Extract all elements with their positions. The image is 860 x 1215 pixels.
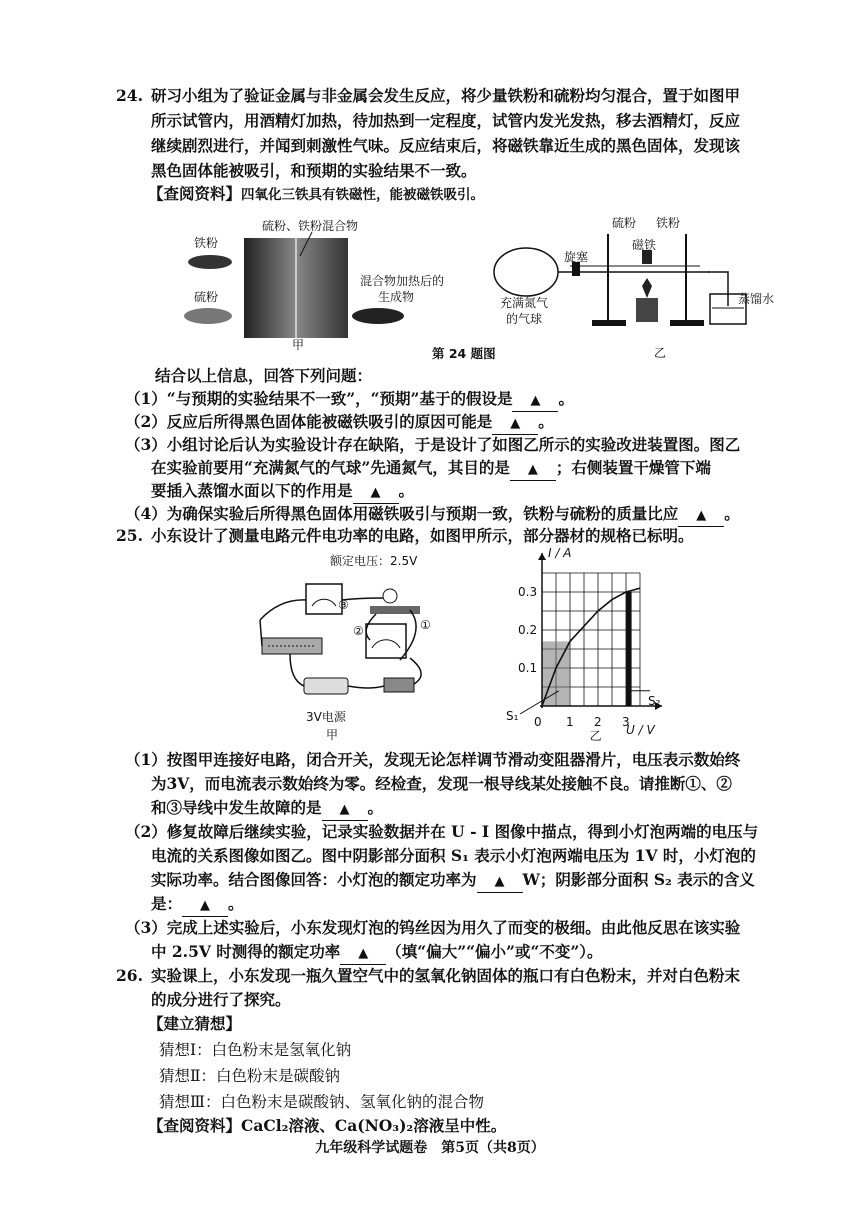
label-balloon-line2: 的气球 — [506, 312, 543, 326]
q24-part3-end: 。 — [398, 481, 415, 500]
answer-blank[interactable] — [322, 798, 368, 821]
label-sulfur-powder: 硫粉 — [194, 290, 219, 304]
q26-hypothesis-label: 【建立猜想】 — [148, 1014, 242, 1033]
answer-blank[interactable] — [512, 389, 558, 412]
answer-blank[interactable] — [340, 942, 386, 965]
battery-icon — [304, 678, 348, 694]
answer-blank[interactable] — [678, 504, 724, 527]
q24-part3-text: 在实验前要用“充满氮气的气球”先通氮气，其目的是 — [151, 458, 510, 477]
blank-mark: ▲ — [510, 416, 521, 431]
alcohol-lamp-icon — [636, 298, 658, 322]
battery-label: 3V电源 — [306, 710, 346, 724]
drying-tube — [708, 272, 728, 306]
q26-hypothesis-3: 猜想Ⅲ：白色粉末是碳酸钠、氢氧化钠的混合物 — [159, 1093, 484, 1111]
stand-base-right — [670, 320, 704, 326]
q26-text-line2: 的成分进行了探究。 — [151, 990, 291, 1009]
circuit-jia-label: 甲 — [326, 728, 339, 742]
q25-part3-end: （填“偏大”“偏小”或“不变”）。 — [386, 942, 603, 961]
q24-part4-end: 。 — [724, 504, 740, 523]
figure-24-caption: 第 24 题图 — [432, 346, 496, 361]
q25-part1-text: 和③导线中发生故障的是 — [151, 798, 322, 817]
wire-3-label: ③ — [338, 598, 349, 612]
stand-base-left — [592, 320, 626, 326]
q25-part1-line3 — [151, 798, 383, 821]
label-water: 蒸馏水 — [738, 292, 775, 306]
label-product-line1: 混合物加热后的 — [360, 274, 445, 288]
figure-yi-label: 乙 — [654, 346, 667, 360]
y-tick-label: 0.1 — [518, 661, 538, 675]
label-iron: 铁粉 — [656, 216, 681, 230]
q24-number: 24. — [116, 86, 143, 105]
q25-part2-line3 — [151, 870, 755, 893]
q26-hypothesis-2: 猜想Ⅱ：白色粉末是碳酸钠 — [159, 1067, 341, 1085]
flame-icon — [642, 278, 652, 298]
x-axis-label: U / V — [626, 723, 655, 737]
answer-blank[interactable] — [477, 870, 523, 893]
y-tick-label: 0.2 — [518, 623, 538, 637]
label-product-line2: 生成物 — [378, 290, 415, 304]
blank-mark: ▲ — [494, 874, 505, 889]
page-footer: 九年级科学试题卷 第5页（共8页） — [315, 1140, 545, 1156]
q24-part1-text: （1）“与预期的实验结果不一致”，“预期”基于的假设是 — [125, 389, 513, 408]
q26-reference-text: CaCl₂溶液、Ca(NO₃)₂溶液呈中性。 — [241, 1116, 507, 1135]
q26-reference-label: 【查阅资料】 — [148, 1116, 242, 1135]
sulfur-powder-pile — [184, 308, 232, 324]
q25-text-line1: 小东设计了测量电路元件电功率的电路，如图甲所示，部分器材的规格已标明。 — [151, 526, 694, 545]
q25-part3-text: 中 2.5V 时测得的额定功率 — [151, 942, 341, 961]
origin-label: 0 — [534, 715, 542, 729]
label-magnet: 磁铁 — [632, 238, 657, 252]
q24-part3-text2: ；右侧装置干燥管下端 — [555, 458, 711, 477]
q25-part1-line2: 为3V，而电流表示数始终为零。经检查，发现一根导线某处接触不良。请推断①、② — [151, 774, 732, 793]
q24-text-line2: 所示试管内，用酒精灯加热，待加热到一定程度，试管内发光发热，移去酒精灯，反应 — [151, 111, 741, 130]
blank-mark: ▲ — [339, 802, 350, 817]
q25-part2-text: 实际功率。结合图像回答：小灯泡的额定功率为 — [151, 870, 477, 889]
label-balloon-line1: 充满氮气 — [500, 296, 549, 310]
q24-part3-line1: （3）小组讨论后认为实验设计存在缺陷，于是设计了如图乙所示的实验改进装置图。图乙 — [125, 435, 741, 454]
shaded-area-s2 — [626, 592, 632, 706]
q25-part2-text3: 是： — [151, 894, 183, 913]
wire-bottom — [348, 686, 384, 688]
figure-jia-label: 甲 — [292, 338, 305, 352]
nitrogen-balloon — [494, 248, 558, 296]
q24-part3-line2 — [151, 458, 711, 481]
q24-text-line4: 黑色固体能被吸引，和预期的实验结果不一致。 — [151, 161, 477, 180]
q24-reference-text: 四氧化三铁具有铁磁性，能被磁铁吸引。 — [241, 187, 485, 203]
wire-bottom-left — [290, 654, 304, 686]
answer-blank[interactable] — [182, 894, 228, 917]
q25-part3-line1: （3）完成上述实验后，小东发现灯泡的钨丝因为用久了而变的极细。由此他反思在该实验 — [125, 918, 741, 937]
label-sulfur: 硫粉 — [612, 216, 637, 230]
q25-part2-line4 — [151, 894, 244, 917]
blank-mark: ▲ — [370, 485, 381, 500]
q24-reference — [148, 184, 484, 205]
label-iron-powder: 铁粉 — [194, 236, 219, 250]
q24-reference-label: 【查阅资料】 — [148, 184, 242, 203]
q24-part2-end: 。 — [538, 412, 554, 431]
y-tick-label: 0.3 — [518, 585, 538, 599]
label-valve: 旋塞 — [564, 250, 589, 264]
q25-part2-end: 。 — [228, 894, 244, 913]
answer-blank[interactable] — [510, 458, 556, 481]
y-axis-arrow — [538, 553, 546, 560]
blank-mark: ▲ — [527, 462, 538, 477]
q24-part4-text: （4）为确保实验后所得黑色固体用磁铁吸引与预期一致，铁粉与硫粉的质量比应 — [125, 504, 679, 523]
q25-part2-text2: W；阴影部分面积 S₂ 表示的含义 — [522, 870, 755, 889]
label-s2: S₂ — [648, 693, 661, 708]
iu-chart — [500, 546, 680, 743]
wire-left-top — [260, 600, 308, 620]
q25-part2-line1: （2）修复故障后继续实验，记录实验数据并在 U - I 图像中描点，得到小灯泡两端的电压与 — [125, 822, 759, 841]
blank-mark: ▲ — [530, 393, 541, 408]
q24-part3-line3 — [151, 481, 414, 504]
blank-mark: ▲ — [358, 946, 369, 961]
q24-part2-text: （2）反应后所得黑色固体能被磁铁吸引的原因可能是 — [125, 412, 493, 431]
q24-part2 — [125, 412, 554, 435]
q26-text-line1: 实验课上，小东发现一瓶久置空气中的氢氧化钠固体的瓶口有白色粉末，并对白色粉末 — [151, 966, 741, 985]
product-pile — [352, 308, 404, 324]
answer-blank[interactable] — [353, 481, 399, 504]
q24-part4 — [125, 504, 740, 527]
q24-part1-end: 。 — [558, 389, 574, 408]
blank-mark: ▲ — [696, 508, 707, 523]
q25-part3-line2 — [151, 942, 603, 965]
x-tick-label: 1 — [566, 715, 574, 729]
x-tick-label: 3 — [622, 715, 630, 729]
blank-mark: ▲ — [200, 898, 211, 913]
q24-part3-text3: 要插入蒸馏水面以下的作用是 — [151, 481, 353, 500]
wire-2-label: ② — [353, 624, 364, 638]
rated-voltage-label: 额定电压：2.5V — [330, 554, 418, 568]
q26-hypothesis-1: 猜想Ⅰ：白色粉末是氢氧化钠 — [159, 1041, 352, 1059]
switch-icon — [384, 678, 414, 692]
q25-part2-line2: 电流的关系图像如图乙。图中阴影部分面积 S₁ 表示小灯泡两端电压为 1V 时，小灯泡的 — [151, 846, 756, 865]
q26-number: 26. — [116, 966, 143, 985]
iron-powder-pile — [188, 255, 232, 269]
y-axis-label: I / A — [548, 546, 572, 560]
voltmeter-icon — [366, 624, 406, 658]
q24-part1 — [125, 389, 574, 412]
q24-text-line3: 继续剧烈进行，并闻到刺激性气味。反应结束后，将磁铁靠近生成的黑色固体，发现该 — [151, 136, 741, 155]
q26-reference — [148, 1116, 506, 1136]
q25-part1-line1: （1）按图甲连接好电路，闭合开关，发现无论怎样调节滑动变阻器滑片，电压表示数始终 — [125, 750, 741, 769]
label-mixture: 硫粉、铁粉混合物 — [262, 219, 359, 233]
wire-1-label: ① — [420, 618, 431, 632]
q25-number: 25. — [116, 526, 143, 545]
q25-part1-end: 。 — [367, 798, 384, 817]
wire-left — [260, 620, 262, 646]
circuit-figure — [250, 570, 450, 720]
chart-sub-caption: 乙 — [589, 729, 602, 743]
answer-blank[interactable] — [492, 412, 538, 435]
label-s1: S₁ — [506, 709, 519, 723]
q24-intro: 结合以上信息，回答下列问题： — [155, 366, 373, 385]
figure-24-yi — [480, 210, 780, 350]
q24-text-line1: 研习小组为了验证金属与非金属会发生反应，将少量铁粉和硫粉均匀混合，置于如图甲 — [151, 86, 741, 105]
x-tick-label: 2 — [594, 715, 602, 729]
bulb-icon — [383, 589, 397, 603]
